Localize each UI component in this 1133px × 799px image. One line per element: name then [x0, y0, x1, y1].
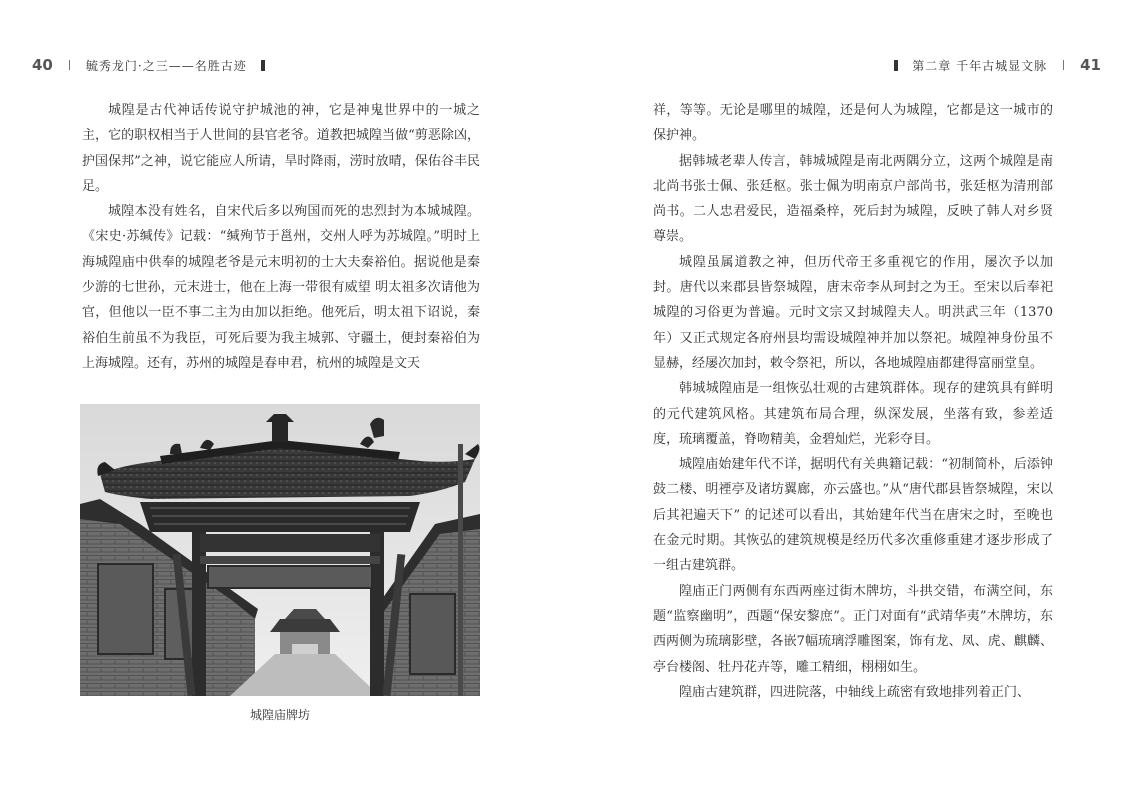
left-page-number: 40	[32, 56, 53, 74]
paragraph: 城隍本没有姓名，自宋代后多以殉国而死的忠烈封为本城城隍。《宋史·苏缄传》记载：“缄殉节于邕州，交州人呼为苏城隍。”明时上海城隍庙中供奉的城隍老爷是元末明初的士大夫秦裕伯。据说他是秦少游的七世孙，元末进士，他在上海一带很有威望 明太祖多次请他为官，但他以一臣不事二主为由加以拒绝。他死后，明太祖下诏说，秦裕伯生前虽不为我臣，可死后要为我主城郭、守疆土，便封秦裕伯为上海城隍。还有，苏州的城隍是春申君，杭州的城隍是文天	[82, 204, 480, 371]
right-page-number: 41	[1080, 56, 1101, 74]
paragraph: 隍庙正门两侧有东西两座过街木牌坊，斗拱交错，布满空间，东题“监察幽明”，西题“保安黎庶”。正门对面有“武靖华夷”木牌坊，东西两侧为琉璃影壁，各嵌7幅琉璃浮雕图案，饰有龙、凤、虎、麒麟、亭台楼阁、牡丹花卉等，雕工精细，栩栩如生。	[653, 583, 1053, 675]
divider-block	[261, 60, 265, 71]
divider	[69, 60, 70, 70]
paragraph: 据韩城老辈人传言，韩城城隍是南北两隅分立，这两个城隍是南北尚书张士佩、张廷枢。张士佩为明南京户部尚书，张廷枢为清刑部尚书。二人忠君爱民，造福桑梓，死后封为城隍，反映了韩人对乡贤尊崇。	[653, 153, 1053, 245]
paragraph: 韩城城隍庙是一组恢弘壮观的古建筑群体。现存的建筑具有鲜明的元代建筑风格。其建筑布局合理，纵深发展，坐落有致，参差适度，琉璃覆盖，脊吻精美，金碧灿烂，光彩夺目。	[653, 381, 1053, 447]
left-body-text	[82, 98, 480, 376]
left-page	[0, 0, 566, 799]
right-running-title: 第二章 千年古城显文脉	[912, 58, 1048, 73]
left-running-head	[32, 54, 279, 76]
right-running-head	[880, 54, 1101, 76]
temple-archway-photo	[80, 404, 480, 696]
paragraph: 隍庙古建筑群，四进院落，中轴线上疏密有致地排列着正门、	[679, 684, 1031, 700]
divider-block	[894, 60, 898, 71]
paragraph-continued: 祥，等等。无论是哪里的城隍，还是何人为城隍，它都是这一城市的保护神。	[653, 103, 1053, 144]
divider	[1063, 60, 1064, 70]
right-page	[566, 0, 1133, 799]
right-body-text	[653, 98, 1053, 705]
paragraph: 城隍庙始建年代不详，据明代有关典籍记载：“初制简朴，后添钟鼓二楼、明禋亭及诸坊翼廊，亦云盛也。”从“唐代郡县皆祭城隍，宋以后其祀遍天下” 的记述可以看出，其始建年代当在唐宋之时，至晚也在金元时期。其恢弘的建筑规模是经历代多次重修重建才逐步形成了一组古建筑群。	[653, 457, 1053, 574]
paragraph: 城隍虽属道教之神，但历代帝王多重视它的作用，屡次予以加封。唐代以来郡县皆祭城隍，唐末帝李从珂封之为王。至宋以后奉祀城隍的习俗更为普遍。元时文宗又封城隍夫人。明洪武三年（1370年）又正式规定各府州县均需设城隍神并加以祭祀。城隍神身份虽不显赫，经屡次加封，敕令祭祀，所以，各地城隍庙都建得富丽堂皇。	[653, 254, 1053, 371]
paragraph: 城隍是古代神话传说守护城池的神，它是神鬼世界中的一城之主，它的职权相当于人世间的县官老爷。道教把城隍当做“剪恶除凶，护国保邦”之神，说它能应人所请，旱时降雨，涝时放晴，保佑谷丰民足。	[82, 103, 480, 194]
photo-caption: 城隍庙牌坊	[249, 708, 310, 722]
left-running-title: 毓秀龙门·之三——名胜古迹	[85, 58, 247, 73]
